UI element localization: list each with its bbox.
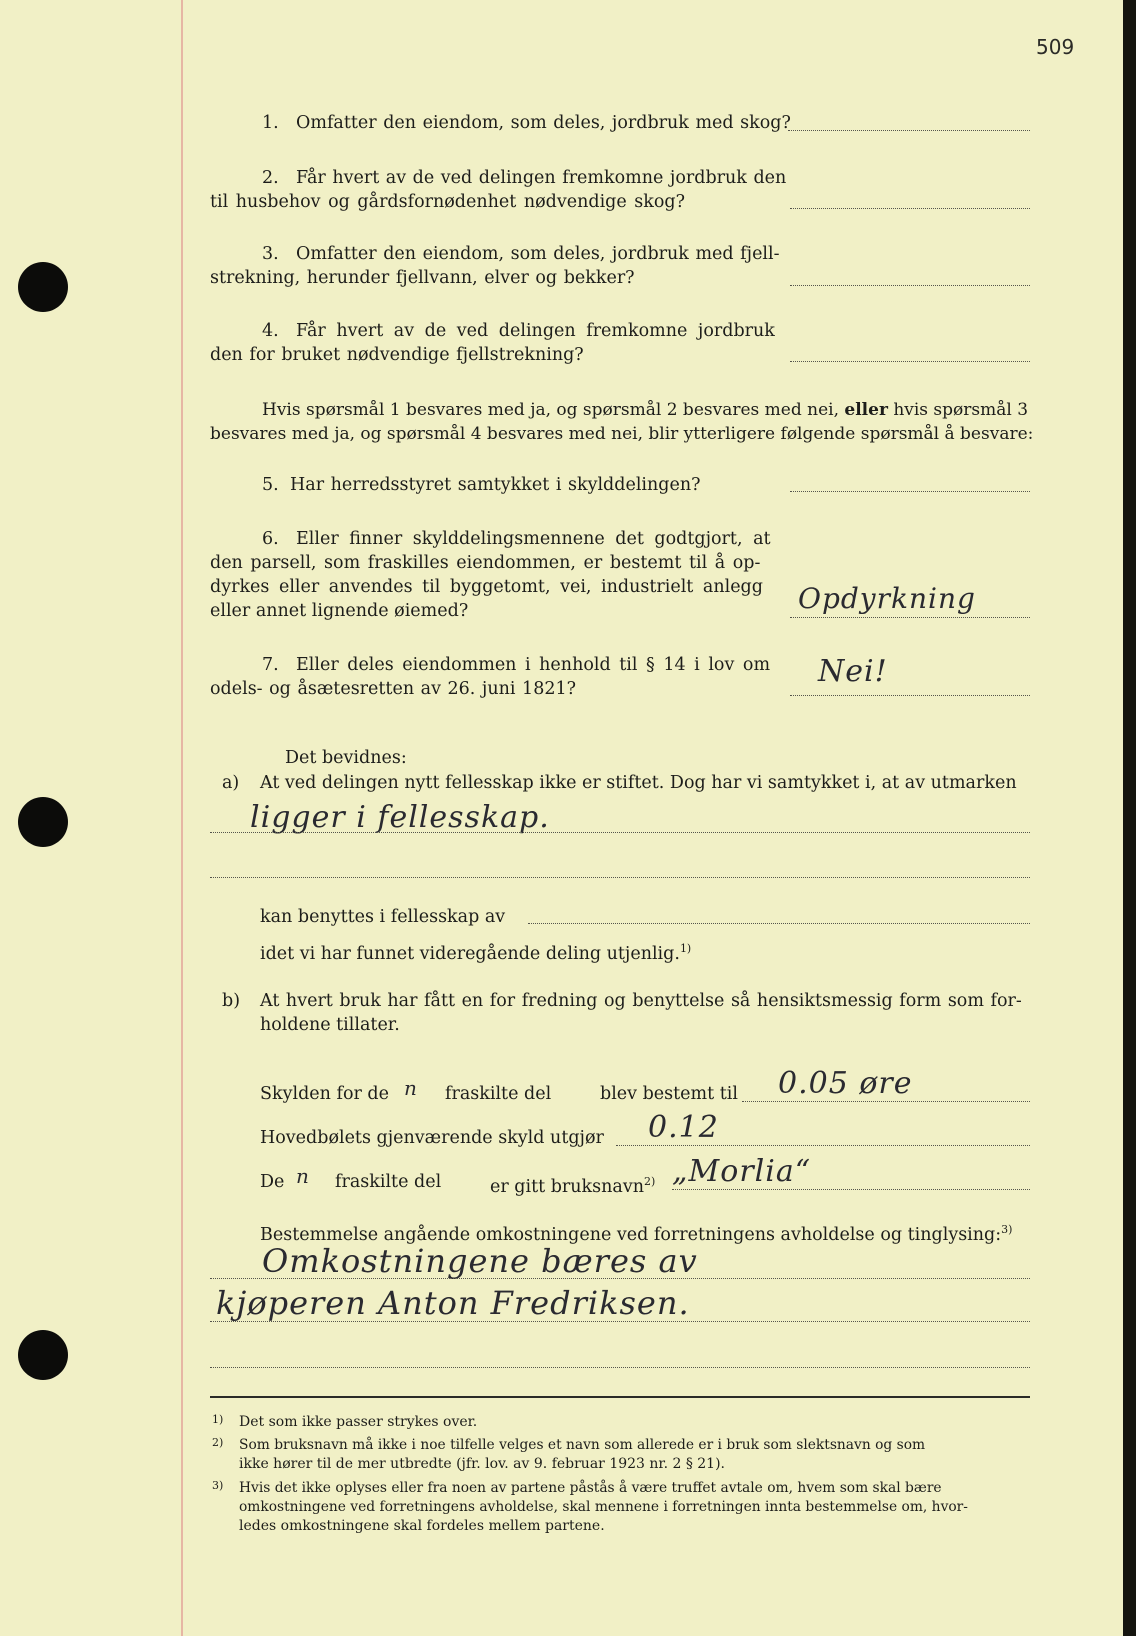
certify-a-text: At ved delingen nytt fellesskap ikke er stiftet. Dog har vi samtykket i, at av utmarken [260,773,1017,793]
q6-line2: den parsell, som fraskilles eiendommen, er bestemt til å op- [210,553,761,573]
certify-a-answer-line1 [210,832,1030,833]
q6-number: 6. [262,529,279,549]
skylden-post: blev bestemt til [600,1084,738,1104]
q6-line1: Eller finner skylddelingsmennene det godtgjort, at [296,529,771,549]
q6-answer-line [790,617,1030,618]
cost-answer-line2 [210,1321,1030,1322]
q3-line2: strekning, herunder fjellvann, elver og bekker? [210,268,635,288]
q7-line1: Eller deles eiendommen i henhold til § 14 i lov om [296,655,771,675]
certify-b-line1: At hvert bruk har fått en for fredning og benyttelse så hensiktsmessig form som for- [260,991,1022,1011]
division-note: 1) [679,942,692,955]
footnote3-line3: ledes omkostningene skal fordeles mellem partene. [239,1518,605,1534]
certify-a-answer-line2 [210,877,1030,878]
footnote-separator [210,1396,1030,1398]
bruksnavn-line [672,1189,1030,1190]
footnote1-mark: 1) [212,1413,224,1426]
condition-line1-part1: Hvis spørsmål 1 besvares med ja, og spørsmål 2 besvares med nei, [262,400,839,420]
footnote2-line1: Som bruksnavn må ikke i noe tilfelle velges et navn som allerede er i bruk som slektsnavn og som [239,1437,926,1453]
condition-line2: besvares med ja, og spørsmål 4 besvares med nei, blir ytterligere følgende spørsmål å besvare: [210,424,1034,444]
condition-eller: eller [844,400,888,420]
cost-answer-line1 [210,1278,1030,1279]
q2-answer-line [790,208,1030,209]
page-number: 509 [1036,35,1075,59]
condition-line1 [262,398,1028,422]
bruksnavn-handwritten-suffix: n [296,1164,310,1188]
bruksnavn-post [490,1170,655,1199]
q4-answer-line [790,361,1030,362]
q6-line3: dyrkes eller anvendes til byggetomt, vei, industrielt anlegg [210,577,763,597]
q3-line1: Omfatter den eiendom, som deles, jordbruk med fjell- [296,244,780,264]
cost-note: 3) [1001,1223,1013,1236]
q7-handwritten-answer: Nei! [818,654,888,689]
punch-hole-top [18,262,68,312]
footnote3-line1: Hvis det ikke oplyses eller fra noen av partene påstås å være truffet avtale om, hvem som skal bære [239,1480,942,1496]
footnote2-mark: 2) [212,1436,224,1449]
skylden-value: 0.05 øre [778,1066,913,1101]
certify-b-label: b) [222,991,241,1011]
bruksnavn-mid: fraskilte del [335,1172,442,1192]
cost-answer-line3 [210,1367,1030,1368]
footnote3-mark: 3) [212,1479,224,1492]
q7-line2: odels- og åsætesretten av 26. juni 1821? [210,679,576,699]
q6-line4: eller annet lignende øiemed? [210,601,469,621]
q2-line1: Får hvert av de ved delingen fremkomne jordbruk den [296,168,787,188]
certify-b-line2: holdene tillater. [260,1015,400,1035]
bruksnavn-note: 2) [644,1175,656,1188]
q1-number: 1. [262,113,279,133]
q2-number: 2. [262,168,279,188]
used-in-common-line [528,923,1030,924]
hoved-line [616,1145,1030,1146]
condition-line1-part2: hvis spørsmål 3 [893,400,1029,420]
margin-line [181,0,183,1636]
q5-text: Har herredsstyret samtykket i skylddelingen? [290,475,701,495]
q4-line1: Får hvert av de ved delingen fremkomne jordbruk [296,321,775,341]
q6-handwritten-answer: Opdyrkning [798,582,976,615]
bruksnavn-post-text: er gitt bruksnavn [490,1176,644,1197]
q3-number: 3. [262,244,279,264]
q7-answer-line [790,695,1030,696]
bruksnavn-pre: De [260,1172,285,1192]
footnote2-line2: ikke hører til de mer utbredte (jfr. lov. av 9. februar 1923 nr. 2 § 21). [239,1456,726,1472]
hoved-value: 0.12 [648,1110,719,1145]
footnote1-line1: Det som ikke passer strykes over. [239,1414,478,1430]
punch-hole-middle [18,797,68,847]
certify-a-label: a) [222,773,240,793]
punch-hole-bottom [18,1330,68,1380]
skylden-line [742,1101,1030,1102]
cost-handwritten-line1: Omkostningene bæres av [262,1242,698,1280]
q1-answer-line [788,130,1030,131]
certify-a-handwritten: ligger i fellesskap. [250,800,550,835]
bruksnavn-value: „Morlia“ [672,1154,812,1189]
certify-heading: Det bevidnes: [285,748,407,768]
division-text: idet vi har funnet videregående deling utjenlig. [260,943,680,964]
footnote3-line2: omkostningene ved forretningens avholdelse, skal mennene i forretningen innta bestemmelse om, hvor- [239,1499,968,1515]
q4-line2: den for bruket nødvendige fjellstrekning? [210,345,584,365]
q5-answer-line [790,491,1030,492]
cost-label-text: Bestemmelse angående omkostningene ved forretningens avholdelse og tinglysing: [260,1224,1002,1245]
skylden-handwritten-suffix: n [404,1076,418,1100]
q1-text: Omfatter den eiendom, som deles, jordbruk med skog? [296,113,791,133]
q7-number: 7. [262,655,279,675]
skylden-pre: Skylden for de [260,1084,389,1104]
cost-handwritten-line2: kjøperen Anton Fredriksen. [216,1284,690,1322]
skylden-mid: fraskilte del [445,1084,552,1104]
q3-answer-line [790,285,1030,286]
q5-number: 5. [262,475,279,495]
q2-line2: til husbehov og gårdsfornødenhet nødvendige skog? [210,192,685,212]
used-in-common-label: kan benyttes i fellesskap av [260,907,506,927]
q4-number: 4. [262,321,279,341]
division-line [260,937,691,966]
hoved-label: Hovedbølets gjenværende skyld utgjør [260,1128,604,1148]
